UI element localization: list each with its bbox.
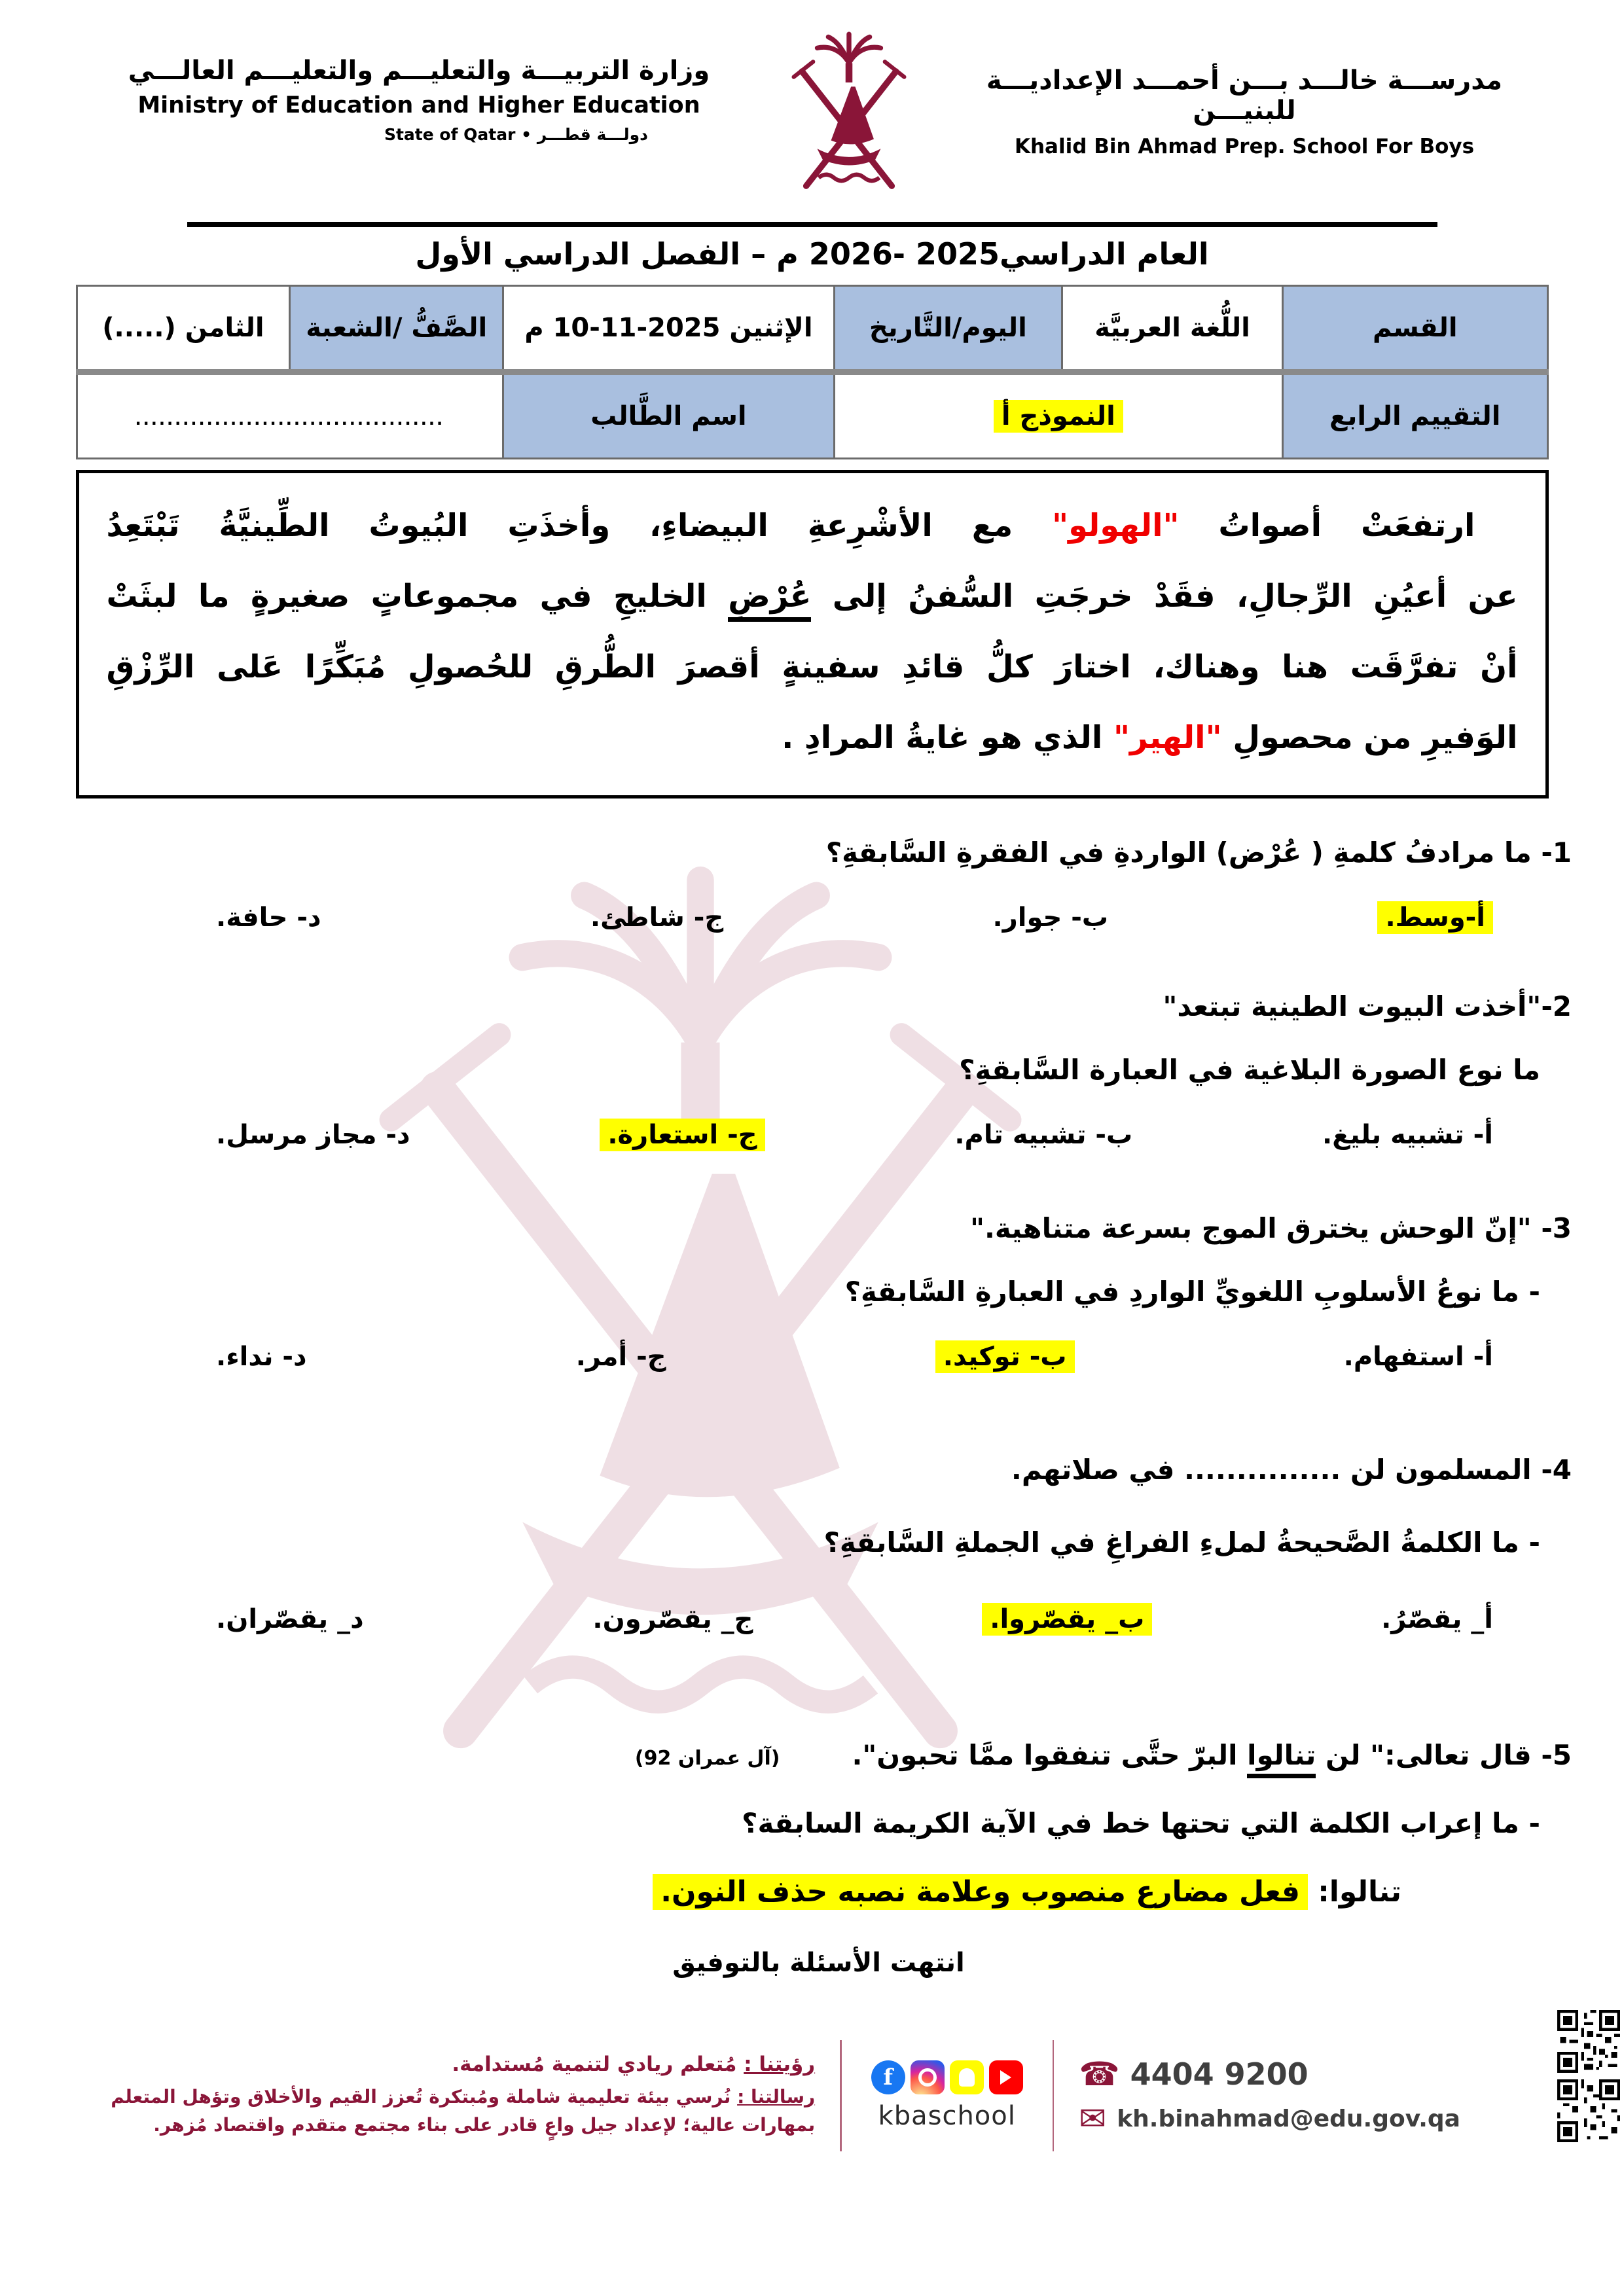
passage-text: مع الأشْرِعةِ البيضاءِ، وأخذَتِ البُيوتُ الطِّينيَّةُ تَبْتَعِدُ: [106, 507, 1053, 544]
page-header: [0, 0, 1624, 200]
school-name-arabic: مدرســـة خالـــد بـــن أحمـــد الإعداديـــة للبنيـــن: [986, 65, 1503, 126]
school-emblem: [773, 31, 930, 200]
question-2-heading: [65, 990, 1572, 1022]
q2-option-c: [600, 1120, 765, 1150]
qatar-emblem-icon: [773, 31, 925, 197]
social-block: [867, 2060, 1028, 2131]
mission-label: رسالتنا :: [737, 2085, 816, 2108]
question-3-heading: [65, 1212, 1572, 1244]
question-2-number: 2-: [1541, 990, 1572, 1022]
question-2-options: [65, 1120, 1572, 1150]
question-1-heading: [65, 836, 1572, 869]
cell-grade-value: الثامن (.....): [77, 286, 290, 372]
email-address: kh.binahmad@edu.gov.qa: [1117, 2105, 1460, 2132]
question-5-number: 5-: [1541, 1739, 1572, 1771]
verse-underlined-word-tanalou: تنالوا: [1247, 1739, 1316, 1778]
verse-text: البرّ حتَّى تنفقوا ممَّا تحبون".: [852, 1739, 1248, 1771]
footer-divider-1: [840, 2040, 842, 2151]
facebook-icon: f: [871, 2060, 905, 2094]
header-divider-line: [187, 222, 1437, 227]
mission-text: نُرسي بيئة تعليمية شاملة ومُبتكرة تُعزز القيم والأخلاق وتؤهل المتعلم بمهارات عالية؛ لإعداد جيل واعٍ قادر على بناء مجتمع متقدم واقتصاد مُزهر.: [111, 2085, 816, 2136]
model-a-highlight: النموذج أ: [994, 400, 1123, 433]
answer-word-label: تنالوا:: [1307, 1875, 1401, 1909]
passage-line-3: أنْ تفرَّقَت هنا وهناك، اختارَ كلُّ قائدِ سفينةٍ أقصرَ الطُّرقِ للحُصولِ مُبَكِّرًا عَلى الرِّزْقِ: [106, 649, 1518, 685]
social-handle: kbaschool: [878, 2101, 1016, 2131]
state-of-qatar-line: State of Qatar • دولـــة قطـــر: [384, 125, 648, 144]
q4-option-c: ج_ يقصّرون.: [592, 1604, 753, 1634]
contact-block: [1079, 2055, 1460, 2138]
cell-department-label: القسم: [1283, 286, 1547, 372]
exam-title: العام الدراسي2025 -2026 م – الفصل الدراسي الأول: [415, 236, 1209, 272]
q4-option-b: [982, 1604, 1152, 1634]
vision-label: رؤيتنا :: [744, 2052, 816, 2076]
end-of-questions-note: انتهت الأسئلة بالتوفيق: [672, 1948, 965, 1978]
q2-option-d: د- مجاز مرسل.: [216, 1120, 410, 1150]
q3-option-b: [935, 1342, 1075, 1372]
question-1-prompt: ما مرادفُ كلمةِ ( عُرْض) الواردةِ في الفقرةِ السَّابقةِ؟: [825, 836, 1532, 869]
passage-red-word-alheer: "الهير": [1113, 719, 1222, 756]
passage-underlined-word-urd: عُرْضِ: [728, 578, 811, 622]
question-4-heading: [65, 1454, 1572, 1486]
student-name-dotted-line: .......................................: [135, 410, 445, 429]
question-4-options: [65, 1604, 1572, 1634]
q3-option-d: د- نداء.: [216, 1342, 307, 1372]
phone-number: 4404 9200: [1130, 2056, 1308, 2092]
verse-text: قال تعالى:" لن: [1316, 1739, 1532, 1771]
question-2-quote: "أخذت البيوت الطينية تبتعد": [1163, 990, 1542, 1022]
q4-option-d: د_ يقصّران.: [216, 1604, 364, 1634]
instagram-lens: [918, 2068, 937, 2087]
question-4-sentence: المسلمون لن ............... في صلاتهم.: [1011, 1454, 1532, 1486]
passage-text: الوَفيرِ من محصولِ: [1221, 719, 1518, 756]
cell-student-name-label: اسم الطَّالب: [503, 372, 835, 459]
quran-reference: (آل عمران 92): [634, 1747, 780, 1770]
reading-passage-box: [76, 470, 1549, 798]
q1-option-a: [1377, 903, 1493, 933]
q1-option-d: د- حافة.: [216, 903, 321, 933]
info-row-2: [77, 372, 1547, 459]
passage-text: الذي هو غايةُ المرادِ .: [782, 719, 1113, 756]
school-name-english: Khalid Bin Ahmad Prep. School For Boys: [1014, 135, 1475, 158]
passage-text: ارتفعَتْ أصواتُ: [1179, 507, 1475, 544]
q3-correct-answer-highlight: ب- توكيد.: [935, 1340, 1075, 1373]
info-row-1: [77, 286, 1547, 372]
qr-code-stack: [1557, 2010, 1620, 2142]
q3-option-c: ج- أمر.: [575, 1342, 666, 1372]
youtube-play-triangle: [1000, 2070, 1011, 2085]
q2-correct-answer-highlight: ج- استعارة.: [600, 1119, 765, 1151]
q1-option-b: ب- جوار.: [992, 903, 1109, 933]
passage-text: عن أعيُنِ الرِّجالِ، فقَدْ خرجَتِ السُّفنُ إلى: [811, 578, 1518, 615]
cell-grade-label: الصَّفُّ /الشعبة: [290, 286, 503, 372]
question-4-prompt: - ما الكلمةُ الصَّحيحةُ لملءِ الفراغِ في الجملةِ السَّابقةِ؟: [823, 1526, 1540, 1558]
youtube-icon: [989, 2060, 1023, 2094]
footer-divider-2: [1053, 2040, 1055, 2151]
question-3-quote: "إنّ الوحش يخترق الموج بسرعة متناهية.": [970, 1212, 1532, 1244]
instagram-icon: [911, 2060, 945, 2094]
question-3-options: [65, 1342, 1572, 1372]
email-row: [1079, 2100, 1460, 2138]
snapchat-icon: [950, 2060, 984, 2094]
phone-icon: ☎: [1079, 2055, 1120, 2093]
cell-model-value: [834, 372, 1282, 459]
passage-text: الخليجِ في مجموعاتٍ صغيرةٍ ما لبثَتْ: [106, 578, 729, 615]
mission-line: [92, 2083, 815, 2140]
phone-row: [1079, 2056, 1460, 2092]
cell-date-label: اليوم/التَّاريخ: [834, 286, 1062, 372]
school-block: [963, 65, 1526, 158]
cell-assessment-label: التقييم الرابع: [1283, 372, 1547, 459]
question-5-answer: [65, 1875, 1572, 1909]
q2-option-b: ب- تشبيه تام.: [954, 1120, 1133, 1150]
questions-section: [0, 836, 1624, 1978]
email-icon: ✉: [1079, 2100, 1107, 2138]
passage-line-4: [107, 702, 1518, 773]
vision-line: [92, 2053, 815, 2076]
ministry-name-english: Ministry of Education and Higher Education: [137, 92, 700, 118]
ministry-name-arabic: وزارة التربيـــة والتعليـــم والتعليـــم العالـــي: [128, 56, 710, 86]
q5-answer-highlight: فعل مضارع منصوب وعلامة نصبه حذف النون.: [653, 1874, 1308, 1910]
q4-correct-answer-highlight: ب_ يقصّروا.: [982, 1603, 1152, 1636]
question-3-number: 3-: [1541, 1212, 1572, 1244]
qr-code: [1557, 2010, 1620, 2073]
social-icons-row: [867, 2060, 1028, 2094]
question-5-heading: [65, 1739, 1572, 1771]
exam-info-table: [76, 285, 1549, 459]
question-1-number: 1-: [1541, 836, 1572, 869]
question-1-options: [65, 903, 1572, 933]
ministry-block: [98, 56, 740, 144]
question-3-prompt: - ما نوعُ الأسلوبِ اللغويِّ الواردِ في العبارةِ السَّابقةِ؟: [844, 1276, 1540, 1308]
vision-mission-block: [92, 2053, 815, 2140]
question-4-number: 4-: [1541, 1454, 1572, 1486]
passage-line-1: [107, 490, 1518, 561]
passage-red-word-alhawlo: "الهولو": [1052, 507, 1180, 544]
vision-text: مُتعلم ريادي لتنمية مُستدامة.: [452, 2052, 744, 2076]
question-2-prompt: ما نوع الصورة البلاغية في العبارة السَّابقةِ؟: [959, 1054, 1540, 1086]
q1-correct-answer-highlight: أ-وسط.: [1377, 901, 1493, 934]
qr-code-secondary: [1557, 2079, 1620, 2142]
q2-option-a: أ- تشبيه بليغ.: [1322, 1120, 1493, 1150]
q3-option-a: أ- استفهام.: [1343, 1342, 1493, 1372]
passage-line-2: [107, 561, 1518, 632]
question-5-prompt: - ما إعراب الكلمة التي تحتها خط في الآية الكريمة السابقة؟: [742, 1807, 1540, 1839]
cell-date-value: الإثنين 2025-11-10 م: [503, 286, 835, 372]
page-footer: [0, 2040, 1624, 2151]
cell-student-name-field: [77, 372, 503, 459]
question-5-verse: [852, 1739, 1572, 1771]
q4-option-a: أ_ يقصّرُ.: [1381, 1604, 1493, 1634]
snapchat-ghost: [959, 2068, 975, 2087]
cell-subject-value: اللُّغة العربيَّة: [1062, 286, 1283, 372]
q1-option-c: ج- شاطئ.: [590, 903, 724, 933]
